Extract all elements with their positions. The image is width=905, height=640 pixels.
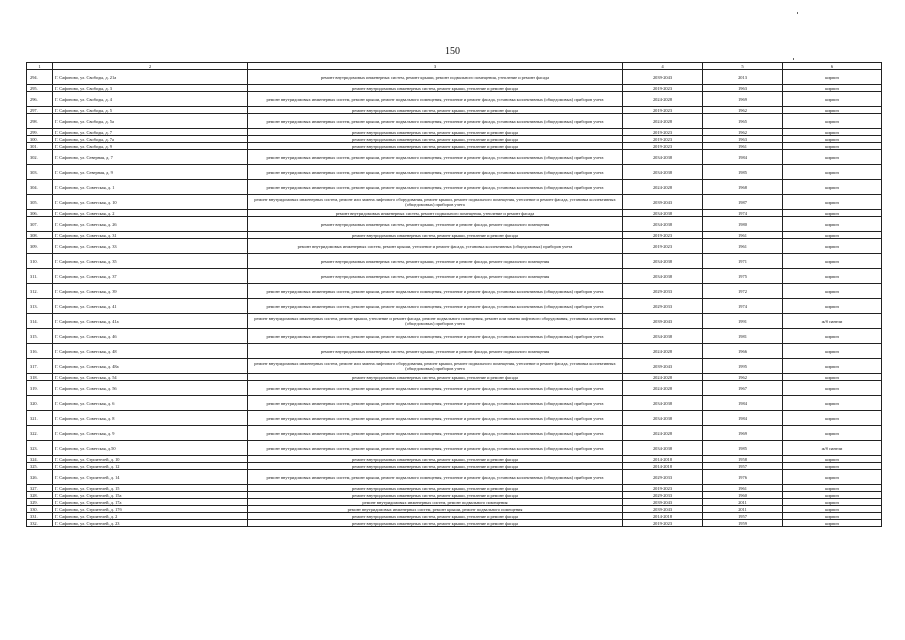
table-row [27,470,882,485]
row-number: 295. [27,85,53,92]
material-cell: кирпич [783,114,882,129]
year-cell: 1966 [703,344,783,359]
works-cell: ремонт внутридомовых инженерных систем, ремонт крыши, утепление и ремонт фасада [248,456,623,463]
material-cell: кирпич [783,299,882,314]
address-cell: Г. Сафоново, ул. Советская, д. 33 [53,239,248,254]
period-cell: 2039-2043 [623,359,703,374]
works-cell: ремонт внутридомовых инженерных систем, ремонт крыши, ремонт подвального помещения, утепление и ремонт фасада, установка коллективных (общедомовых) приборов учета [248,411,623,426]
period-cell: 2019-2023 [623,232,703,239]
works-cell: ремонт внутридомовых инженерных систем, ремонт крыши, утепление и ремонт фасада, установка коллективных (общедомовых) приборов учета [248,239,623,254]
row-number: 314. [27,314,53,329]
year-cell: 1981 [703,329,783,344]
material-cell: кирпич [783,136,882,143]
address-cell: Г. Сафоново, ул. Свободы, д. 21а [53,70,248,85]
row-number: 299. [27,129,53,136]
row-number: 331. [27,513,53,520]
table-row [27,513,882,520]
year-cell: 1967 [703,381,783,396]
address-cell: Г. Сафоново, ул. Советская, д. 48 [53,344,248,359]
works-cell: ремонт внутридомовых инженерных систем, ремонт крыши, ремонт подвального помещения, утепление и ремонт фасада, установка коллективных (общедомовых) приборов учета [248,165,623,180]
address-cell: Г. Сафоново, ул. Северная, д. 9 [53,165,248,180]
works-cell: ремонт внутридомовых инженерных систем, ремонт крыши, ремонт подвального помещения, утепление и ремонт фасада, установка коллективных (общедомовых) приборов учета [248,441,623,456]
period-cell: 2034-2038 [623,441,703,456]
row-number: 330. [27,506,53,513]
year-cell: 1962 [703,374,783,381]
column-number: 1 [27,63,53,70]
table-row [27,143,882,150]
works-cell: ремонт внутридомовых инженерных систем, ремонт крыши, утепление и ремонт фасада [248,520,623,527]
works-cell: ремонт внутридомовых инженерных систем, ремонт крыши, утепление и ремонт фасада, ремонт подвального помещения [248,217,623,232]
material-cell: кирпич [783,180,882,195]
column-number: 4 [623,63,703,70]
material-cell: кирпич [783,150,882,165]
address-cell: Г. Сафоново, ул. Строителей, д. 14 [53,470,248,485]
row-number: 321. [27,411,53,426]
row-number: 308. [27,232,53,239]
year-cell: 1974 [703,299,783,314]
works-cell: ремонт внутридомовых инженерных систем, ремонт крыши, ремонт подвального помещения, утепление и ремонт фасада, установка коллективных (общедомовых) приборов учета [248,299,623,314]
year-cell: 1987 [703,195,783,210]
table-row [27,180,882,195]
table-row [27,70,882,85]
material-cell: кирпич [783,520,882,527]
works-cell: ремонт внутридомовых инженерных систем, ремонт крыши, утепление и ремонт фасада [248,129,623,136]
year-cell: 1972 [703,284,783,299]
material-cell: кирпич [783,129,882,136]
table-body [27,70,882,527]
year-cell: 1963 [703,85,783,92]
table-row [27,344,882,359]
row-number: 323. [27,441,53,456]
address-cell: Г. Сафоново, ул. Северная, д. 7 [53,150,248,165]
period-cell: 2029-2033 [623,470,703,485]
scan-speck [797,12,798,14]
table-row [27,284,882,299]
year-cell: 1969 [703,92,783,107]
material-cell: кирпич [783,217,882,232]
material-cell: кирпич [783,269,882,284]
material-cell: кирпич [783,426,882,441]
period-cell: 2024-2028 [623,426,703,441]
year-cell: 1965 [703,114,783,129]
year-cell: 1957 [703,463,783,470]
column-number: 2 [53,63,248,70]
address-cell: Г. Сафоново, ул. Советская, д. 1 [53,180,248,195]
material-cell: кирпич [783,381,882,396]
address-cell: Г. Сафоново, ул. Советская, д. 9 [53,426,248,441]
address-cell: Г. Сафоново, ул. Свободы, д. 3 [53,85,248,92]
year-cell: 1984 [703,150,783,165]
row-number: 328. [27,492,53,499]
material-cell: кирпич [783,499,882,506]
period-cell: 2019-2023 [623,136,703,143]
table-row [27,485,882,492]
period-cell: 2024-2028 [623,92,703,107]
period-cell: 2019-2023 [623,239,703,254]
page-number: 150 [445,46,460,57]
period-cell: 2029-2033 [623,284,703,299]
address-cell: Г. Сафоново, ул. Строителей, д. 12 [53,463,248,470]
housing-repair-table [26,62,882,527]
period-cell: 2019-2023 [623,485,703,492]
table-row [27,506,882,513]
period-cell: 2014-2018 [623,463,703,470]
address-cell: Г. Сафоново, ул. Советская, д. 10 [53,195,248,210]
period-cell: 2039-2043 [623,195,703,210]
material-cell: кирпич [783,107,882,114]
works-cell: ремонт внутридомовых инженерных систем, ремонт крыши, ремонт подвального помещения, утепление и ремонт фасада, установка коллективных (общедомовых) приборов учета [248,329,623,344]
column-number: 3 [248,63,623,70]
material-cell: кирпич [783,165,882,180]
year-cell: 1976 [703,470,783,485]
address-cell: Г. Сафоново, ул. Строителей, д. 23 [53,520,248,527]
table-row [27,499,882,506]
row-number: 316. [27,344,53,359]
table-row [27,114,882,129]
material-cell: кирпич [783,70,882,85]
works-cell: ремонт внутридомовых инженерных систем, ремонт крыши, утепление и ремонт фасада [248,107,623,114]
year-cell: 1962 [703,129,783,136]
table-row [27,269,882,284]
year-cell: 1961 [703,232,783,239]
year-cell: 1958 [703,456,783,463]
address-cell: Г. Сафоново, ул. Советская, д. 56 [53,381,248,396]
table-row [27,150,882,165]
address-cell: Г. Сафоново, ул. Строителей, д. 2 [53,513,248,520]
works-cell: ремонт внутридомовых инженерных систем, ремонт или замена лифтового оборудования, ремонт крыши, ремонт подвального помещения, утепление и ремонт фасада, установка коллективных (общедомовых) приборов учета [248,195,623,210]
year-cell: 1961 [703,239,783,254]
material-cell: кирпич [783,506,882,513]
year-cell: 1969 [703,426,783,441]
address-cell: Г. Сафоново, ул. Свободы, д. 5 [53,107,248,114]
material-cell: кирпич [783,239,882,254]
table-row [27,359,882,374]
material-cell: кирпич [783,374,882,381]
period-cell: 2024-2028 [623,114,703,129]
address-cell: Г. Сафоново, ул. Свободы, д. 9 [53,143,248,150]
row-number: 320. [27,396,53,411]
period-cell: 2024-2028 [623,374,703,381]
year-cell: 1959 [703,520,783,527]
works-cell: ремонт внутридомовых инженерных систем, ремонт крыши, утепление и ремонт фасада, ремонт подвального помещения [248,254,623,269]
address-cell: Г. Сафоново, ул. Советская, д. 26 [53,217,248,232]
period-cell: 2034-2038 [623,329,703,344]
period-cell: 2034-2038 [623,396,703,411]
table-row [27,456,882,463]
table-row [27,381,882,396]
works-cell: ремонт внутридомовых инженерных систем, ремонт крыши, утепление и ремонт фасада [248,485,623,492]
material-cell: кирпич [783,284,882,299]
row-number: 310. [27,254,53,269]
period-cell: 2034-2038 [623,150,703,165]
year-cell: 1984 [703,396,783,411]
material-cell: кирпич [783,232,882,239]
works-cell: ремонт внутридомовых инженерных систем, ремонт крыши, ремонт подвального помещения, утепление и ремонт фасада [248,70,623,85]
address-cell: Г. Сафоново, ул. Советская, д. 41 [53,299,248,314]
address-cell: Г. Сафоново, ул. Советская, д. 37 [53,269,248,284]
period-cell: 2019-2023 [623,85,703,92]
address-cell: Г. Сафоново, ул. Строителей, д. 17а [53,499,248,506]
year-cell: 1960 [703,492,783,499]
table-row [27,314,882,329]
row-number: 317. [27,359,53,374]
row-number: 324. [27,456,53,463]
year-cell: 1974 [703,210,783,217]
material-cell: кирпич [783,195,882,210]
material-cell: кирпич [783,463,882,470]
period-cell: 2024-2028 [623,344,703,359]
row-number: 305. [27,195,53,210]
period-cell: 2024-2028 [623,381,703,396]
period-cell: 2039-2043 [623,506,703,513]
works-cell: ремонт внутридомовых инженерных систем, ремонт крыши, ремонт подвального помещения, утепление и ремонт фасада, установка коллективных (общедомовых) приборов учета [248,180,623,195]
address-cell: Г. Сафоново, ул. Советская, д. 2 [53,210,248,217]
row-number: 309. [27,239,53,254]
table-row [27,411,882,426]
year-cell: 1991 [703,314,783,329]
works-cell: ремонт внутридомовых инженерных систем, ремонт подвального помещения, утепление и ремонт фасада [248,210,623,217]
works-cell: ремонт внутридомовых инженерных систем, ремонт крыши, ремонт подвального помещения, утепление и ремонт фасада, установка коллективных (общедомовых) приборов учета [248,284,623,299]
works-cell: ремонт внутридомовых инженерных систем, ремонт крыши, утепление и ремонт фасада, ремонт подвального помещения [248,269,623,284]
period-cell: 2019-2023 [623,129,703,136]
address-cell: Г. Сафоново, ул. Советская, д. 8 [53,411,248,426]
works-cell: ремонт внутридомовых инженерных систем, ремонт подвального помещения [248,499,623,506]
period-cell: 2019-2023 [623,107,703,114]
year-cell: 1957 [703,513,783,520]
material-cell: кирпич [783,513,882,520]
address-cell: Г. Сафоново, ул. Советская, д. 39 [53,284,248,299]
period-cell: 2014-2018 [623,456,703,463]
address-cell: Г. Сафоново, ул. Свободы, д. 7 [53,129,248,136]
row-number: 319. [27,381,53,396]
row-number: 327. [27,485,53,492]
row-number: 298. [27,114,53,129]
table-row [27,195,882,210]
year-cell: 1963 [703,136,783,143]
period-cell: 2039-2043 [623,314,703,329]
works-cell: ремонт внутридомовых инженерных систем, ремонт крыши, ремонт подвального помещения, утепление и ремонт фасада, установка коллективных (общедомовых) приборов учета [248,381,623,396]
address-cell: Г. Сафоново, ул. Строителей, д. 10 [53,456,248,463]
table-row [27,299,882,314]
works-cell: ремонт внутридомовых инженерных систем, ремонт крыши, утепление и ремонт фасада [248,85,623,92]
works-cell: ремонт внутридомовых инженерных систем, ремонт крыши, утепление и ремонт фасада, ремонт подвального помещения [248,344,623,359]
year-cell: 1968 [703,180,783,195]
row-number: 311. [27,269,53,284]
table-row [27,426,882,441]
year-cell: 1985 [703,165,783,180]
material-cell: кирпич [783,470,882,485]
row-number: 294. [27,70,53,85]
column-number: 6 [783,63,882,70]
address-cell: Г. Сафоново, ул. Советская, д. 48а [53,359,248,374]
works-cell: ремонт внутридомовых инженерных систем, ремонт крыши, ремонт подвального помещения, утепление и ремонт фасада, установка коллективных (общедомовых) приборов учета [248,114,623,129]
row-number: 326. [27,470,53,485]
year-cell: 1984 [703,411,783,426]
material-cell: кирпич [783,344,882,359]
table-row [27,92,882,107]
works-cell: ремонт внутридомовых инженерных систем, ремонт крыши, ремонт подвального помещения, утепление и ремонт фасада, установка коллективных (общедомовых) приборов учета [248,92,623,107]
period-cell: 2039-2043 [623,70,703,85]
row-number: 303. [27,165,53,180]
material-cell: кирпич [783,485,882,492]
address-cell: Г. Сафоново, ул. Свободы, д. 7а [53,136,248,143]
period-cell: 2019-2023 [623,520,703,527]
works-cell: ремонт внутридомовых инженерных систем, ремонт крыши, утепление и ремонт фасада [248,143,623,150]
row-number: 296. [27,92,53,107]
works-cell: ремонт внутридомовых инженерных систем, ремонт крыши, ремонт подвального помещения, утепление и ремонт фасада, установка коллективных (общедомовых) приборов учета [248,396,623,411]
table-row [27,441,882,456]
year-cell: 2011 [703,506,783,513]
period-cell: 2034-2038 [623,210,703,217]
address-cell: Г. Сафоново, ул. Советская, д. 6 [53,396,248,411]
period-cell: 2034-2038 [623,217,703,232]
table-row [27,520,882,527]
material-cell: кирпич [783,396,882,411]
material-cell: кирпич [783,492,882,499]
works-cell: ремонт внутридомовых инженерных систем, ремонт крыши, ремонт подвального помещения, утепление и ремонт фасада, установка коллективных (общедомовых) приборов учета [248,150,623,165]
period-cell: 2014-2018 [623,513,703,520]
row-number: 300. [27,136,53,143]
material-cell: кирпич [783,92,882,107]
table-row [27,254,882,269]
row-number: 312. [27,284,53,299]
period-cell: 2024-2028 [623,180,703,195]
address-cell: Г. Сафоново, ул. Советская, д.50 [53,441,248,456]
year-cell: 1995 [703,359,783,374]
address-cell: Г. Сафоново, ул. Строителей, д. 15 [53,485,248,492]
table-row [27,107,882,114]
period-cell: 2034-2038 [623,269,703,284]
table-row [27,129,882,136]
works-cell: ремонт внутридомовых инженерных систем, ремонт или замена лифтового оборудования, ремонт крыши, ремонт подвального помещения, утепление и ремонт фасада, установка коллективных (общедомовых) приборов учета [248,359,623,374]
material-cell: кирпич [783,411,882,426]
table-row [27,136,882,143]
row-number: 322. [27,426,53,441]
table-row [27,210,882,217]
year-cell: 1975 [703,269,783,284]
table-row [27,463,882,470]
scan-speck [793,58,794,60]
year-cell: 2011 [703,499,783,506]
works-cell: ремонт внутридомовых инженерных систем, ремонт крыши, утепление и ремонт фасада, ремонт подвального помещения, ремонт или замена лифтового оборудования, установка коллективных (общедомовых) приборов учета [248,314,623,329]
material-cell: кирпич [783,329,882,344]
material-cell: кирпич [783,210,882,217]
address-cell: Г. Сафоново, ул. Советская, д. 54 [53,374,248,381]
row-number: 306. [27,210,53,217]
year-cell: 1971 [703,254,783,269]
row-number: 297. [27,107,53,114]
material-cell: кирпич [783,254,882,269]
address-cell: Г. Сафоново, ул. Советская, д. 35 [53,254,248,269]
works-cell: ремонт внутридомовых инженерных систем, ремонт крыши, ремонт подвального помещения, утепление и ремонт фасада, установка коллективных (общедомовых) приборов учета [248,470,623,485]
table-row [27,165,882,180]
address-cell: Г. Сафоново, ул. Советская, д. 41а [53,314,248,329]
address-cell: Г. Сафоново, ул. Строителей, д. 17б [53,506,248,513]
period-cell: 2029-2033 [623,492,703,499]
material-cell: кирпич [783,359,882,374]
year-cell: 1980 [703,217,783,232]
row-number: 301. [27,143,53,150]
works-cell: ремонт внутридомовых инженерных систем, ремонт крыши, утепление и ремонт фасада [248,374,623,381]
works-cell: ремонт внутридомовых инженерных систем, ремонт крыши, утепление и ремонт фасада [248,463,623,470]
period-cell: 2034-2038 [623,411,703,426]
table-row [27,492,882,499]
table-row [27,217,882,232]
works-cell: ремонт внутридомовых инженерных систем, ремонт крыши, утепление и ремонт фасада [248,136,623,143]
material-cell: кирпич [783,456,882,463]
address-cell: Г. Сафоново, ул. Строителей, д. 15а [53,492,248,499]
period-cell: 2034-2038 [623,254,703,269]
row-number: 332. [27,520,53,527]
address-cell: Г. Сафоново, ул. Свободы, д. 4 [53,92,248,107]
table-row [27,396,882,411]
row-number: 302. [27,150,53,165]
column-number-row [27,63,882,70]
row-number: 329. [27,499,53,506]
year-cell: 1962 [703,107,783,114]
material-cell: кирпич [783,85,882,92]
table-row [27,85,882,92]
address-cell: Г. Сафоново, ул. Свободы, д. 5а [53,114,248,129]
year-cell: 1985 [703,441,783,456]
material-cell: ж/б панели [783,441,882,456]
period-cell: 2039-2043 [623,499,703,506]
works-cell: ремонт внутридомовых инженерных систем, ремонт крыши, ремонт подвального помещения [248,506,623,513]
row-number: 313. [27,299,53,314]
table-row [27,239,882,254]
row-number: 307. [27,217,53,232]
table-row [27,329,882,344]
works-cell: ремонт внутридомовых инженерных систем, ремонт крыши, ремонт подвального помещения, утепление и ремонт фасада, установка коллективных (общедомовых) приборов учета [248,426,623,441]
works-cell: ремонт внутридомовых инженерных систем, ремонт крыши, утепление и ремонт фасада [248,232,623,239]
table-row [27,374,882,381]
year-cell: 1961 [703,485,783,492]
works-cell: ремонт внутридомовых инженерных систем, ремонт крыши, утепление и ремонт фасада [248,513,623,520]
year-cell: 1961 [703,143,783,150]
row-number: 315. [27,329,53,344]
address-cell: Г. Сафоново, ул. Советская, д. 46 [53,329,248,344]
row-number: 304. [27,180,53,195]
table-row [27,232,882,239]
works-cell: ремонт внутридомовых инженерных систем, ремонт крыши, утепление и ремонт фасада [248,492,623,499]
row-number: 318. [27,374,53,381]
row-number: 325. [27,463,53,470]
period-cell: 2034-2038 [623,165,703,180]
material-cell: ж/б панели [783,314,882,329]
material-cell: кирпич [783,143,882,150]
address-cell: Г. Сафоново, ул. Советская, д. 31 [53,232,248,239]
year-cell: 2013 [703,70,783,85]
period-cell: 2019-2023 [623,143,703,150]
period-cell: 2029-2033 [623,299,703,314]
column-number: 5 [703,63,783,70]
